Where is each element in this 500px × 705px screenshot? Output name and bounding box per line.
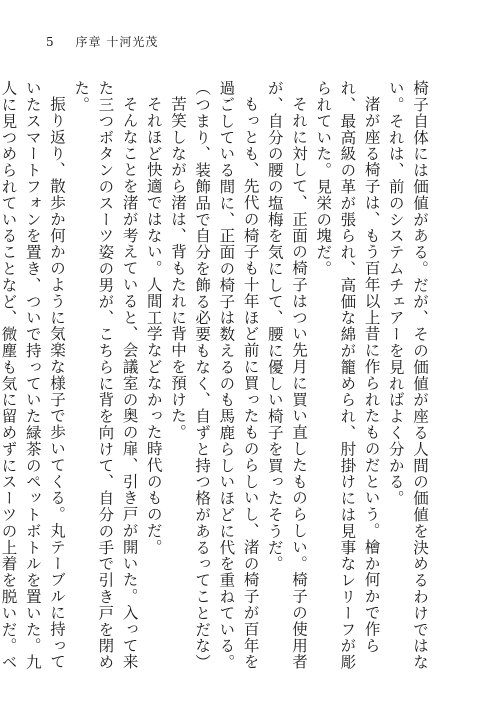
paragraph: （つまり、装飾品で自分を飾る必要もなく、自ずと持つ格があるってことだな） (193, 80, 212, 671)
paragraph: そんなことを渚が考えていると、会議室の奥の扉、引き戸が開いた。入って来た三つボタンのスーツ姿の男が、こちらに背を向けて、自分の手で引き戸を閉めた。 (72, 80, 139, 671)
paragraph: それほど快適ではない。人間工学などなかった時代のものだ。 (144, 95, 163, 555)
paragraph: 渚が座る椅子は、もう百年以上昔に作られたものだという。檜か何かで作られ、最高級の革が張られ、高価な綿が籠められ、肘掛けには見事なレリーフが彫られていた。見栄の塊だ。 (314, 80, 381, 671)
paragraph: もっとも、先代の椅子も十年ほど前に買ったものらしいし、渚の椅子が百年を過ごしている間に、正面の椅子は数えるのも馬鹿らしいほどに代を重ねている。 (217, 80, 260, 671)
page-header (46, 33, 158, 50)
paragraph: 振り返り、散歩か何かのように気楽な様子で歩いてくる。丸テーブルに持っていたスマートフォンを置き、ついで持っていた緑茶のペットボトルを置いた。九人に見つめられていることなど、微塵も気に留めずにスーツの上着を脱いだ。ベ (0, 80, 66, 671)
chapter-title: 序章 (75, 35, 102, 49)
paragraph: 苦笑しながら渚は、背もたれに背中を預けた。 (168, 95, 187, 440)
chapter-subtitle: 十河光茂 (106, 35, 159, 49)
page-number: 5 (46, 35, 55, 49)
vertical-text-body (0, 80, 432, 680)
paragraph: それに対して、正面の椅子はつい先月に買い直したものらしい。椅子の使用者が、自分の腰の塩梅を気にして、腰に優しい椅子を買ったそうだ。 (265, 80, 308, 670)
paragraph: 椅子自体には価値がある。だが、その価値が座る人間の価値を決めるわけではない。それは、前のシステムチェアーを見ればよく分かる。 (386, 80, 429, 671)
